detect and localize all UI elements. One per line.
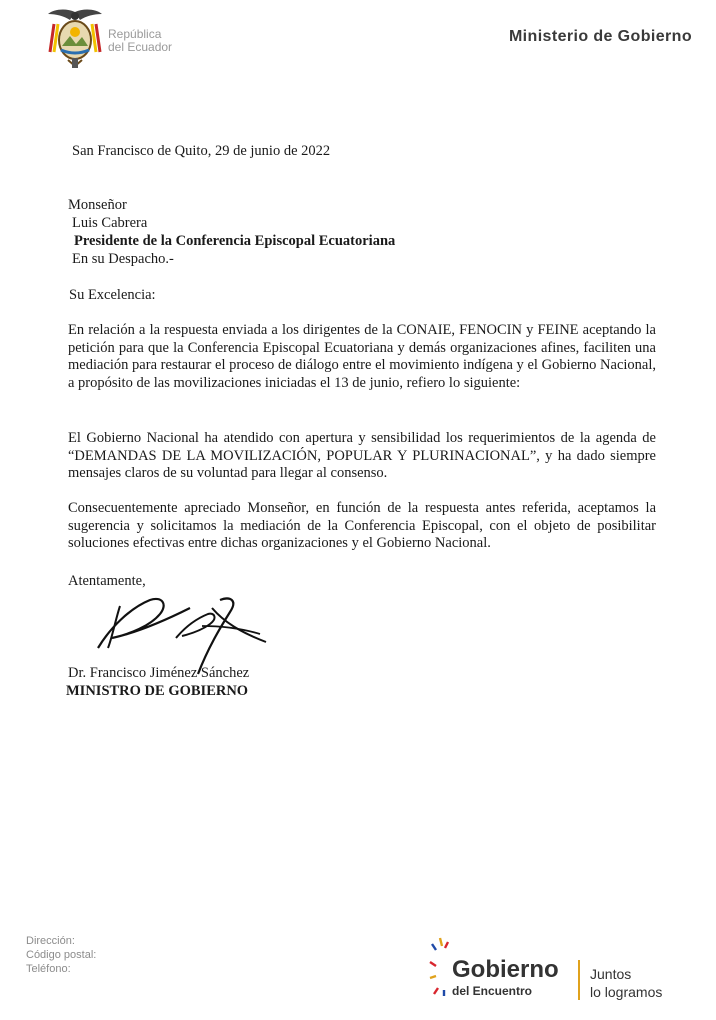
signer-title: MINISTRO DE GOBIERNO xyxy=(66,683,249,699)
recipient-location: En su Despacho.- xyxy=(72,251,174,267)
logo-divider xyxy=(578,960,580,1000)
republic-wordmark xyxy=(108,28,172,54)
footer-address-line xyxy=(26,934,96,948)
closing: Atentamente, xyxy=(68,573,146,589)
republic-line1: República xyxy=(108,27,162,41)
greeting: Su Excelencia: xyxy=(69,287,156,303)
slogan-line2: lo logramos xyxy=(590,984,663,1000)
footer-phone-line xyxy=(26,962,96,976)
slogan-line1: Juntos xyxy=(590,966,632,982)
logo-gobierno: Gobierno xyxy=(452,956,559,983)
address-label: Dirección: xyxy=(26,935,75,947)
recipient-salutation-title: Monseñor xyxy=(68,197,127,213)
logo-burst-icon xyxy=(428,934,452,1006)
republic-line2: del Ecuador xyxy=(108,40,173,54)
footer-postal-line xyxy=(26,948,96,962)
recipient-name: Luis Cabrera xyxy=(72,215,148,231)
body-paragraph-3: Consecuentemente apreciado Monseñor, en función de la respuesta antes referida, aceptamos la sugerencia y solicitamos la mediación de la Conferencia Episcopal, con el objeto de posibilitar soluciones efectivas entre dichas organizaciones y el Gobierno Nacional. xyxy=(68,500,656,551)
logo-del-encuentro: del Encuentro xyxy=(452,984,533,998)
recipient-position: Presidente de la Conferencia Episcopal Ecuatoriana xyxy=(74,233,396,249)
coat-of-arms-icon xyxy=(46,6,104,70)
gobierno-del-encuentro-logo xyxy=(428,934,688,1006)
postal-label: Código postal: xyxy=(26,949,97,961)
body-paragraph-1: En relación a la respuesta enviada a los dirigentes de la CONAIE, FENOCIN y FEINE aceptando la petición para que la Conferencia Episcopal Ecuatoriana y demás organizaciones afines, faciliten una mediación para restaurar el proceso de diálogo entre el movimiento indígena y el Gobierno Nacional, a propósito de las movilizaciones iniciadas el 13 de junio, refiero lo siguiente: xyxy=(68,322,656,391)
ministry-header: Ministerio de Gobierno xyxy=(508,28,692,45)
phone-label: Teléfono: xyxy=(26,963,71,975)
place-date: San Francisco de Quito, 29 de junio de 2022 xyxy=(72,143,331,159)
body-paragraph-2: El Gobierno Nacional ha atendido con apertura y sensibilidad los requerimientos de la agenda de “DEMANDAS DE LA MOVILIZACIÓN, POPULAR Y PLURINACIONAL”, y ha dado siempre mensajes claros de su voluntad para llegar al consenso. xyxy=(68,430,656,481)
footer-address xyxy=(26,934,96,976)
signer-name: Dr. Francisco Jiménez Sánchez xyxy=(68,665,250,681)
